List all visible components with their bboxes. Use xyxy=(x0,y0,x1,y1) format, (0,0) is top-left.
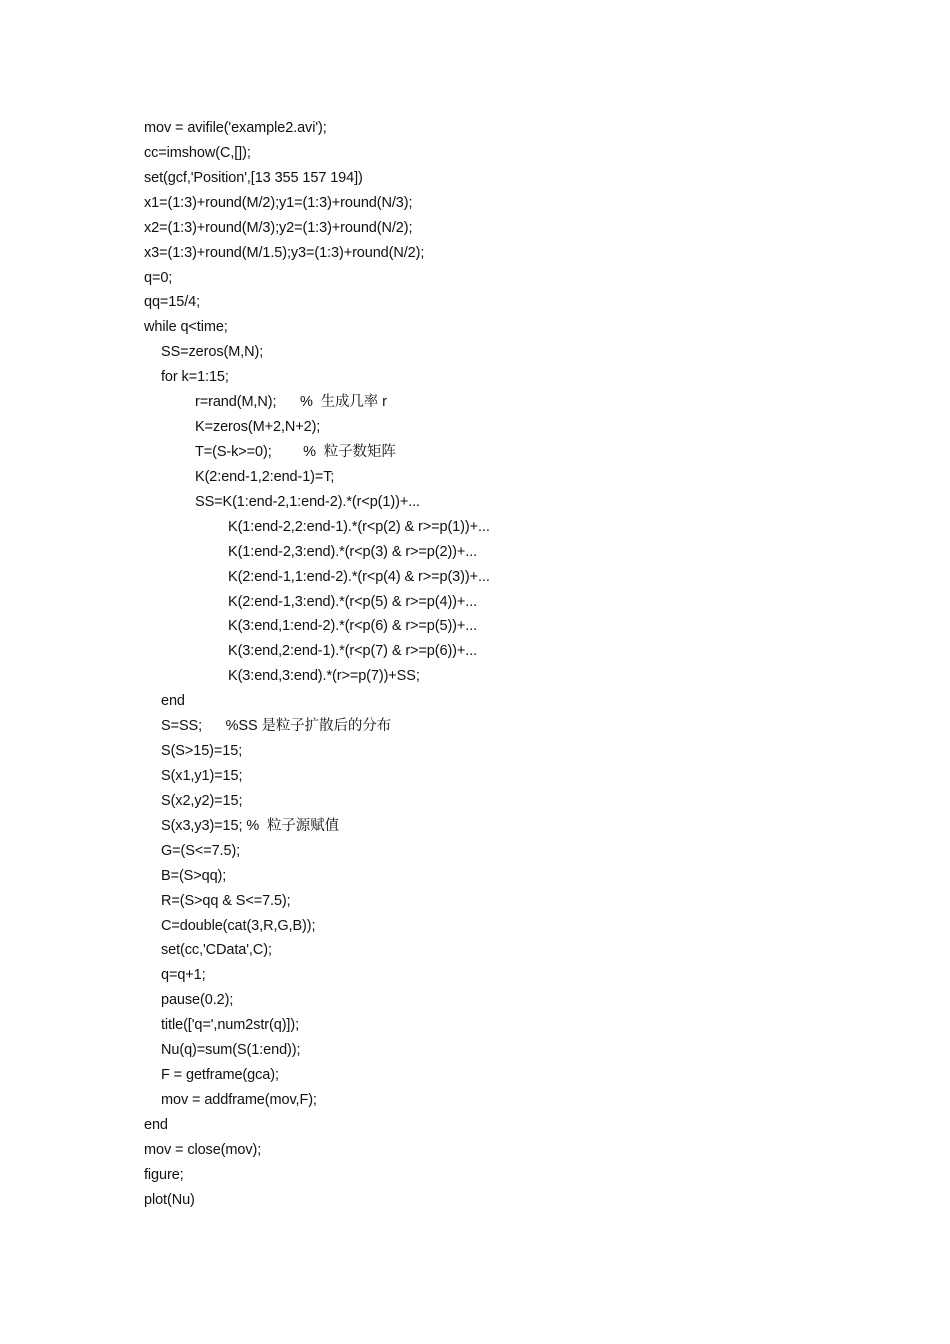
code-line: x2=(1:3)+round(M/3);y2=(1:3)+round(N/2); xyxy=(144,219,413,236)
code-line: end xyxy=(144,1116,168,1133)
code-line: F = getframe(gca); xyxy=(161,1067,279,1084)
code-line: q=q+1; xyxy=(161,967,206,984)
code-line: K(3:end,1:end-2).*(r<p(6) & r>=p(5))+... xyxy=(228,618,478,635)
code-line: qq=15/4; xyxy=(144,294,201,311)
code-line: T=(S-k>=0); % 粒子数矩阵 xyxy=(195,443,396,460)
code-line: SS=K(1:end-2,1:end-2).*(r<p(1))+... xyxy=(195,493,420,510)
code-line: R=(S>qq & S<=7.5); xyxy=(161,892,291,909)
code-line: x1=(1:3)+round(M/2);y1=(1:3)+round(N/3); xyxy=(144,194,413,211)
code-line: set(cc,'CData',C); xyxy=(161,942,272,959)
code-line: title(['q=',num2str(q)]); xyxy=(161,1017,300,1034)
code-line: pause(0.2); xyxy=(161,992,234,1009)
code-line: K(3:end,2:end-1).*(r<p(7) & r>=p(6))+... xyxy=(228,643,478,660)
code-line: while q<time; xyxy=(144,319,228,336)
code-line: K(2:end-1,3:end).*(r<p(5) & r>=p(4))+... xyxy=(228,593,478,610)
code-line: S(S>15)=15; xyxy=(161,743,243,760)
code-line: q=0; xyxy=(144,269,173,286)
code-line: mov = addframe(mov,F); xyxy=(161,1091,317,1108)
code-line: K(2:end-1,2:end-1)=T; xyxy=(195,468,335,485)
code-line: S(x2,y2)=15; xyxy=(161,792,243,809)
code-line: S(x1,y1)=15; xyxy=(161,767,243,784)
code-listing xyxy=(144,116,490,1213)
code-line: set(gcf,'Position',[13 355 157 194]) xyxy=(144,169,363,186)
code-line: mov = avifile('example2.avi'); xyxy=(144,120,327,136)
code-line: figure; xyxy=(144,1166,184,1183)
code-line: S=SS; %SS 是粒子扩散后的分布 xyxy=(161,718,392,735)
code-line: K(2:end-1,1:end-2).*(r<p(4) & r>=p(3))+... xyxy=(228,568,490,585)
code-line: x3=(1:3)+round(M/1.5);y3=(1:3)+round(N/2); xyxy=(144,244,425,261)
code-line: r=rand(M,N); % 生成几率 r xyxy=(195,394,387,411)
code-line: Nu(q)=sum(S(1:end)); xyxy=(161,1042,301,1059)
code-line: K(3:end,3:end).*(r>=p(7))+SS; xyxy=(228,668,420,685)
code-line: plot(Nu) xyxy=(144,1191,195,1208)
code-line: K=zeros(M+2,N+2); xyxy=(195,419,321,436)
code-line: end xyxy=(161,693,185,710)
code-line: for k=1:15; xyxy=(161,369,229,386)
code-line: K(1:end-2,3:end).*(r<p(3) & r>=p(2))+... xyxy=(228,543,478,560)
code-line: SS=zeros(M,N); xyxy=(161,344,264,361)
code-line: K(1:end-2,2:end-1).*(r<p(2) & r>=p(1))+... xyxy=(228,518,490,535)
code-line: B=(S>qq); xyxy=(161,867,227,884)
code-line: C=double(cat(3,R,G,B)); xyxy=(161,917,316,934)
code-line: mov = close(mov); xyxy=(144,1141,262,1158)
code-line: G=(S<=7.5); xyxy=(161,842,241,859)
code-line: S(x3,y3)=15; % 粒子源赋值 xyxy=(161,817,339,834)
code-line: cc=imshow(C,[]); xyxy=(144,144,251,161)
